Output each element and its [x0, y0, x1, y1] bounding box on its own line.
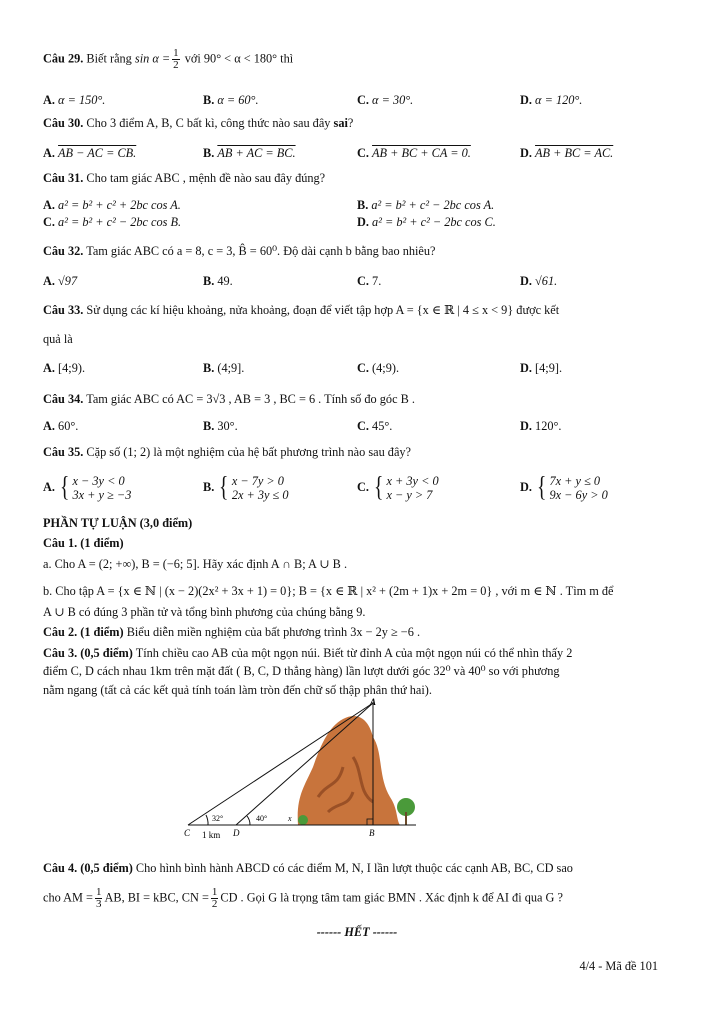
q34-text: Tam giác ABC có AC = 3√3 , AB = 3 , BC = 6 . Tính số đo góc B .: [86, 392, 415, 406]
c4-line1: Câu 4. (0,5 điểm) Cho hình bình hành ABCD có các điểm M, N, I lần lượt thuộc các cạnh AB, BC, CD sao: [43, 861, 573, 875]
q35-label: Câu 35.: [43, 445, 84, 459]
c1-label: Câu 1. (1 điểm): [43, 536, 124, 550]
q29-fraction: $\frac{1}{2}$: [173, 47, 179, 71]
q29-option-c[interactable]: C. α = 30°.: [357, 93, 414, 107]
q30-option-b[interactable]: B. AB + AC = BC.: [203, 146, 296, 160]
c2: Câu 2. (1 điểm) Biểu diễn miền nghiệm của bất phương trình 3x − 2y ≥ −6 .: [43, 625, 421, 639]
q30-option-c[interactable]: C. AB + BC + CA = 0.: [357, 146, 471, 160]
q30-text: Cho 3 điểm A, B, C bất kì, công thức nào sau đây: [86, 116, 331, 130]
q34-option-a[interactable]: A. 60°.: [43, 419, 79, 433]
q30-option-a[interactable]: A. AB − AC = CB.: [43, 146, 137, 160]
q29-stem: Câu 29. Biết rằng sin α = $\frac{1}{2}$ với 90° < α < 180° thì: [43, 47, 294, 71]
q31-option-b[interactable]: B. a² = b² + c² − 2bc cos A.: [357, 198, 495, 212]
q30-label: Câu 30.: [43, 116, 84, 130]
q35-option-b[interactable]: B. { x − 7y > 0 2x + 3y ≤ 0: [203, 472, 289, 503]
page-footer: 4/4 - Mã đề 101: [579, 959, 658, 973]
q29-option-d[interactable]: D. α = 120°.: [520, 93, 583, 107]
q34-option-c[interactable]: C. 45°.: [357, 419, 393, 433]
c1-part-b-cont: A ∪ B có đúng 3 phần tử và tổng bình phương của chúng bằng 9.: [43, 605, 366, 619]
q30-bold-word: sai: [333, 116, 348, 130]
q32-option-a[interactable]: A. √97: [43, 274, 78, 288]
c1-part-b: b. Cho tập A = {x ∈ ℕ | (x − 2)(2x² + 3x + 1) = 0}; B = {x ∈ ℝ | x² + (2m + 1)x + 2m = 0} , với m ∈ ℕ . Tìm m để: [43, 584, 614, 598]
angle-32: 32°: [212, 814, 224, 823]
point-b: B: [369, 828, 375, 838]
q33-option-d[interactable]: D. [4;9].: [520, 361, 563, 375]
q33-stem-cont: quả là: [43, 332, 73, 346]
point-c: C: [184, 828, 191, 838]
q35-text: Cặp số (1; 2) là một nghiệm của hệ bất phương trình nào sau đây?: [86, 445, 412, 459]
q33-option-c[interactable]: C. (4;9).: [357, 361, 400, 375]
q29-label: Câu 29.: [43, 51, 84, 66]
mountain-shape: [298, 716, 400, 825]
q31-option-d[interactable]: D. a² = b² + c² − 2bc cos C.: [357, 215, 496, 229]
q31-label: Câu 31.: [43, 171, 84, 185]
q31-option-c[interactable]: C. a² = b² + c² − 2bc cos B.: [43, 215, 182, 229]
q30-stem: Câu 30. Cho 3 điểm A, B, C bất kì, công thức nào sau đây sai?: [43, 116, 354, 130]
q31-option-a[interactable]: A. a² = b² + c² + 2bc cos A.: [43, 198, 181, 212]
q32-option-c[interactable]: C. 7.: [357, 274, 382, 288]
distance-label: 1 km: [202, 830, 221, 840]
angle-40: 40°: [256, 814, 268, 823]
q35-option-c[interactable]: C. { x + 3y < 0 x − y > 7: [357, 472, 439, 503]
q33-label: Câu 33.: [43, 303, 84, 317]
q32-option-d[interactable]: D. √61.: [520, 274, 558, 288]
q32-text: Tam giác ABC có a = 8, c = 3, B̂ = 60⁰. Độ dài cạnh b bằng bao nhiêu?: [86, 244, 436, 258]
section-heading: PHẦN TỰ LUẬN (3,0 điểm): [43, 516, 193, 530]
q34-option-b[interactable]: B. 30°.: [203, 419, 238, 433]
q32-label: Câu 32.: [43, 244, 84, 258]
q29-text: Biết rằng: [86, 51, 132, 66]
q29-condition: với 90° < α < 180° thì: [184, 51, 294, 66]
q35-stem: [43, 444, 674, 460]
q35-option-a[interactable]: A. { x − 3y < 0 3x + y ≥ −3: [43, 472, 132, 503]
c3-line2: điểm C, D cách nhau 1km trên mặt đất ( B, C, D thẳng hàng) lần lượt dưới góc 32⁰ và 40⁰ so với phương: [43, 664, 560, 678]
end-marker: ------ HẾT ------: [316, 925, 398, 939]
q34-label: Câu 34.: [43, 392, 84, 406]
q32-option-b[interactable]: B. 49.: [203, 274, 233, 288]
q33-text: Sử dụng các kí hiệu khoảng, nửa khoảng, đoạn để viết tập hợp A = {x ∈ ℝ | 4 ≤ x < 9} được kết: [86, 303, 560, 317]
c3-line1: Câu 3. (0,5 điểm) Tính chiều cao AB của một ngọn núi. Biết từ đỉnh A của một ngọn núi có thể nhìn thấy 2: [43, 646, 573, 660]
c4-line2: cho AM = $\frac{1}{3}$ AB, BI = kBC, CN = $\frac{1}{2}$ CD . Gọi G là trọng tâm tam giác BMN . Xác định k để AI đi qua G ?: [43, 886, 563, 910]
q33-option-b[interactable]: B. (4;9].: [203, 361, 245, 375]
point-d: D: [233, 828, 240, 838]
c3-line3: nằm ngang (tất cả các kết quả tính toán làm tròn đến chữ số thập phân thứ hai).: [43, 683, 432, 697]
q31-stem: [43, 170, 674, 186]
c1-part-a: a. Cho A = (2; +∞), B = (−6; 5]. Hãy xác định A ∩ B; A ∪ B .: [43, 557, 348, 571]
q29-option-a[interactable]: A. α = 150°.: [43, 93, 106, 107]
mountain-figure: [178, 697, 418, 842]
q34-option-d[interactable]: D. 120°.: [520, 419, 562, 433]
q31-text: Cho tam giác ABC , mệnh đề nào sau đây đúng?: [86, 171, 326, 185]
q35-option-d[interactable]: D. { 7x + y ≤ 0 9x − 6y > 0: [520, 472, 608, 503]
point-a: A: [370, 697, 377, 707]
q34-stem: [43, 391, 674, 407]
q30-option-d[interactable]: D. AB + BC = AC.: [520, 146, 614, 160]
q33-stem: [43, 302, 674, 318]
q33-option-a[interactable]: A. [4;9).: [43, 361, 86, 375]
q32-stem: [43, 243, 674, 259]
x-label: x: [288, 814, 292, 823]
q29-option-b[interactable]: B. α = 60°.: [203, 93, 259, 107]
